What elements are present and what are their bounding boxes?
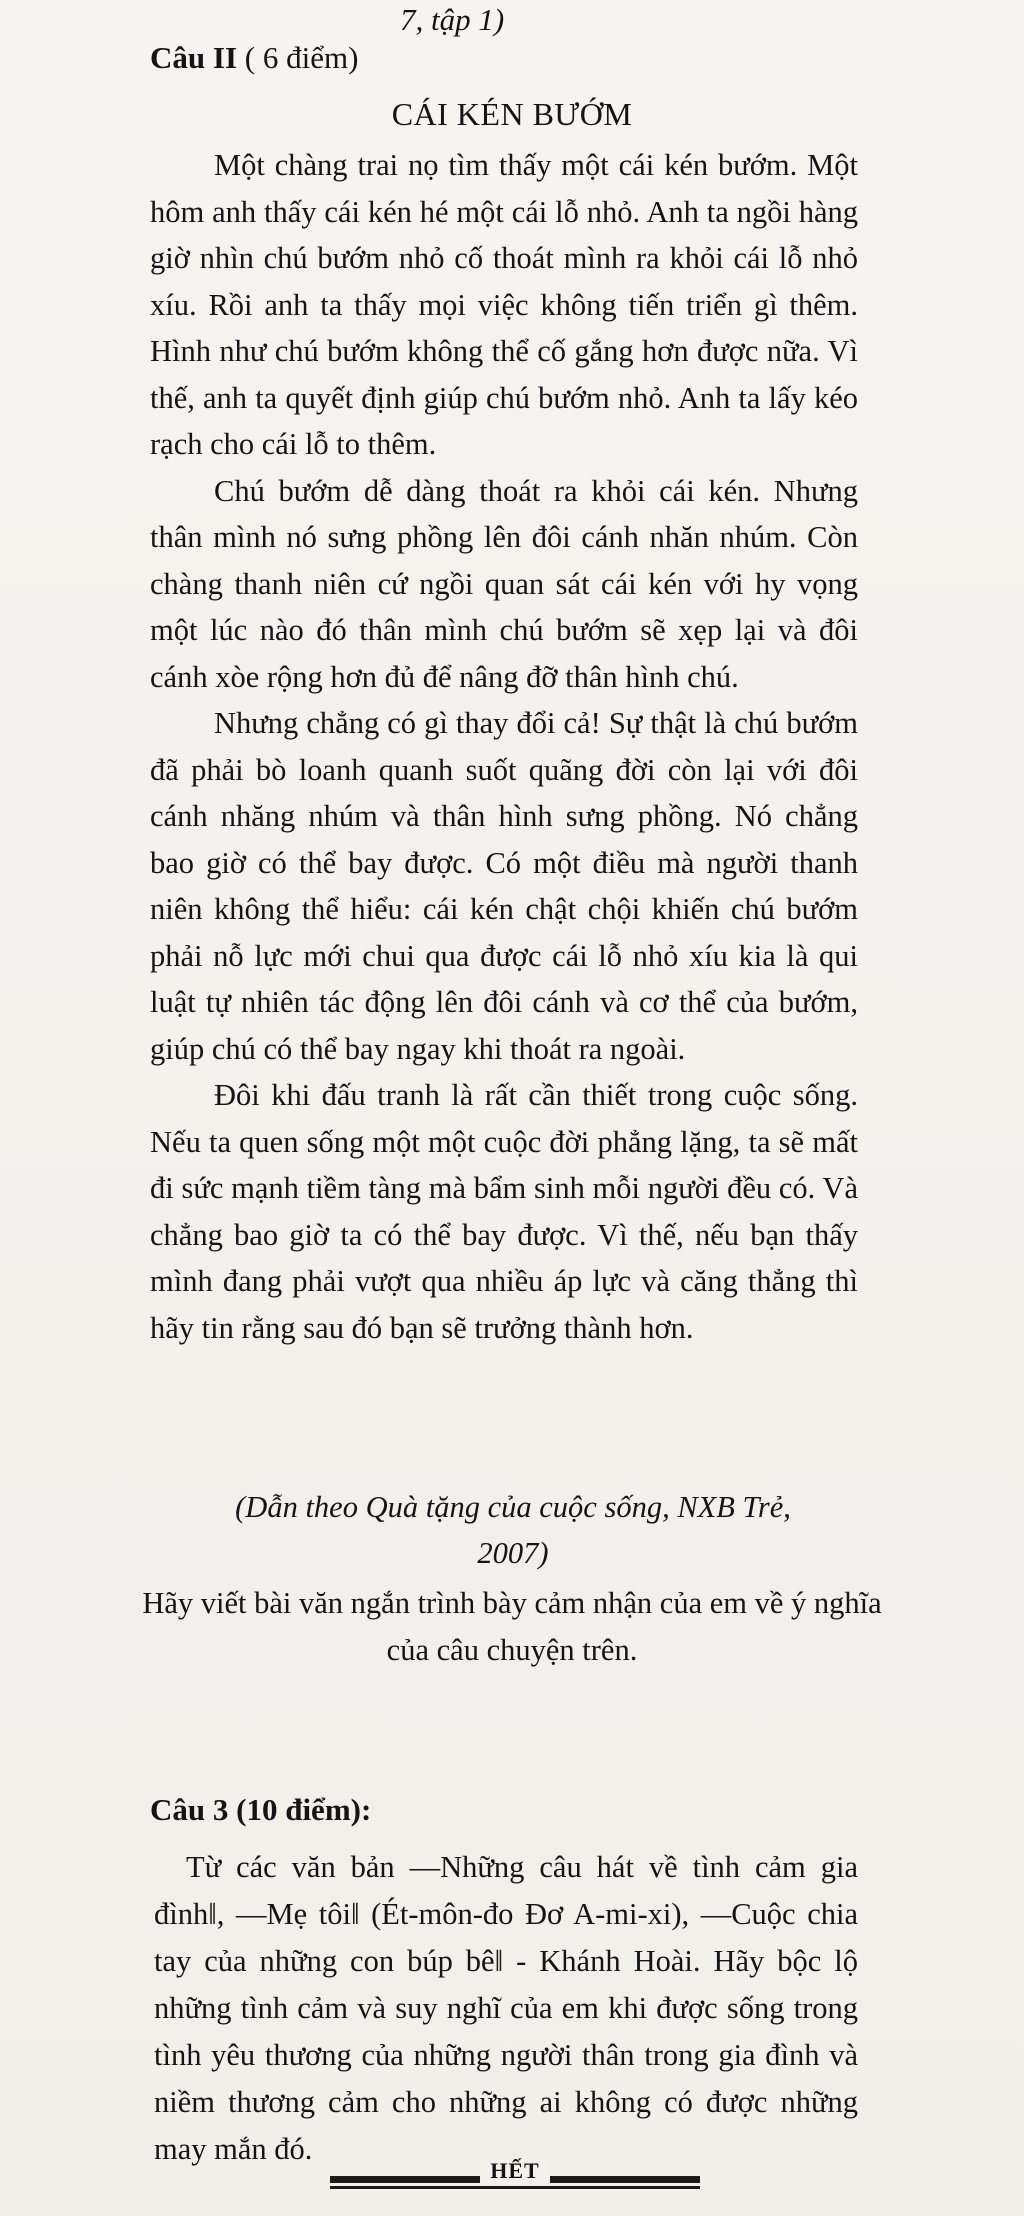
end-mark: HẾT [480,2158,550,2184]
question2-prompt [40,1580,984,1674]
source-line-1: (Dẫn theo Quà tặng của cuộc sống, NXB Trẻ, [235,1490,791,1524]
source-line-2: 2007) [477,1536,549,1570]
story-paragraph-3: Nhưng chẳng có gì thay đổi cả! Sự thật là chú bướm đã phải bò loanh quanh suốt quãng đời còn lại với đôi cánh nhăng nhúm và thân hình sưng phồng. Nó chẳng bao giờ có thể bay được. Có một điều mà người thanh niên không thể hiểu: cái kén chật chội khiến chú bướm phải nỗ lực mới chui qua được cái lỗ nhỏ xíu kia là qui luật tự nhiên tác động lên đôi cánh và cơ thể của bướm, giúp chú có thể bay ngay khi thoát ra ngoài. [150,706,858,1066]
source-citation [150,1484,876,1576]
question2-points: ( 6 điểm) [244,40,359,75]
story-body [150,142,858,1351]
prompt-line-2: của câu chuyện trên. [386,1633,638,1667]
question3-text: Từ các văn bản ―Những câu hát về tình cảm gia đình‖, ―Mẹ tôi‖ (Ét-môn-đo Đơ A-mi-xi), ―Cuộc chia tay của những con búp bê‖ - Khánh Hoài. Hãy bộc lộ những tình cảm và suy nghĩ của em khi được sống trong tình yêu thương của những người thân trong gia đình và niềm thương cảm cho những ai không có được những may mắn đó. [154,1850,858,2166]
question3-heading: Câu 3 (10 điểm): [150,1792,372,1827]
end-rule-bar-thin [330,2186,700,2189]
question2-label: Câu II [150,40,238,75]
question2-heading [150,40,358,76]
story-paragraph-4: Đôi khi đấu tranh là rất cần thiết trong cuộc sống. Nếu ta quen sống một một cuộc đời phẳng lặng, ta sẽ mất đi sức mạnh tiềm tàng mà bẩm sinh mỗi người đều có. Và chẳng bao giờ ta có thể bay được. Vì thế, nếu bạn thấy mình đang phải vượt qua nhiều áp lực và căng thẳng thì hãy tin rằng sau đó bạn sẽ trưởng thành hơn. [150,1078,858,1345]
end-of-exam-rule [330,2158,700,2198]
header-fragment: 7, tập 1) [400,2,505,37]
story-paragraph-2: Chú bướm dễ dàng thoát ra khỏi cái kén. Nhưng thân mình nó sưng phồng lên đôi cánh nhăn nhúm. Còn chàng thanh niên cứ ngồi quan sát cái kén với hy vọng một lúc nào đó thân mình chú bướm sẽ xẹp lại và đôi cánh xòe rộng hơn đủ để nâng đỡ thân hình chú. [150,473,858,694]
story-title: CÁI KÉN BƯỚM [391,96,633,132]
story-paragraph-1: Một chàng trai nọ tìm thấy một cái kén bướm. Một hôm anh thấy cái kén hé một cái lỗ nhỏ. Anh ta ngồi hàng giờ nhìn chú bướm nhỏ cố thoát mình ra khỏi cái lỗ nhỏ xíu. Rồi anh ta thấy mọi việc không tiến triển gì thêm. Hình như chú bướm không thể cố gắng hơn được nữa. Vì thế, anh ta quyết định giúp chú bướm nhỏ. Anh ta lấy kéo rạch cho cái lỗ to thêm. [150,148,858,461]
prompt-line-1: Hãy viết bài văn ngắn trình bày cảm nhận của em về ý nghĩa [142,1586,882,1620]
